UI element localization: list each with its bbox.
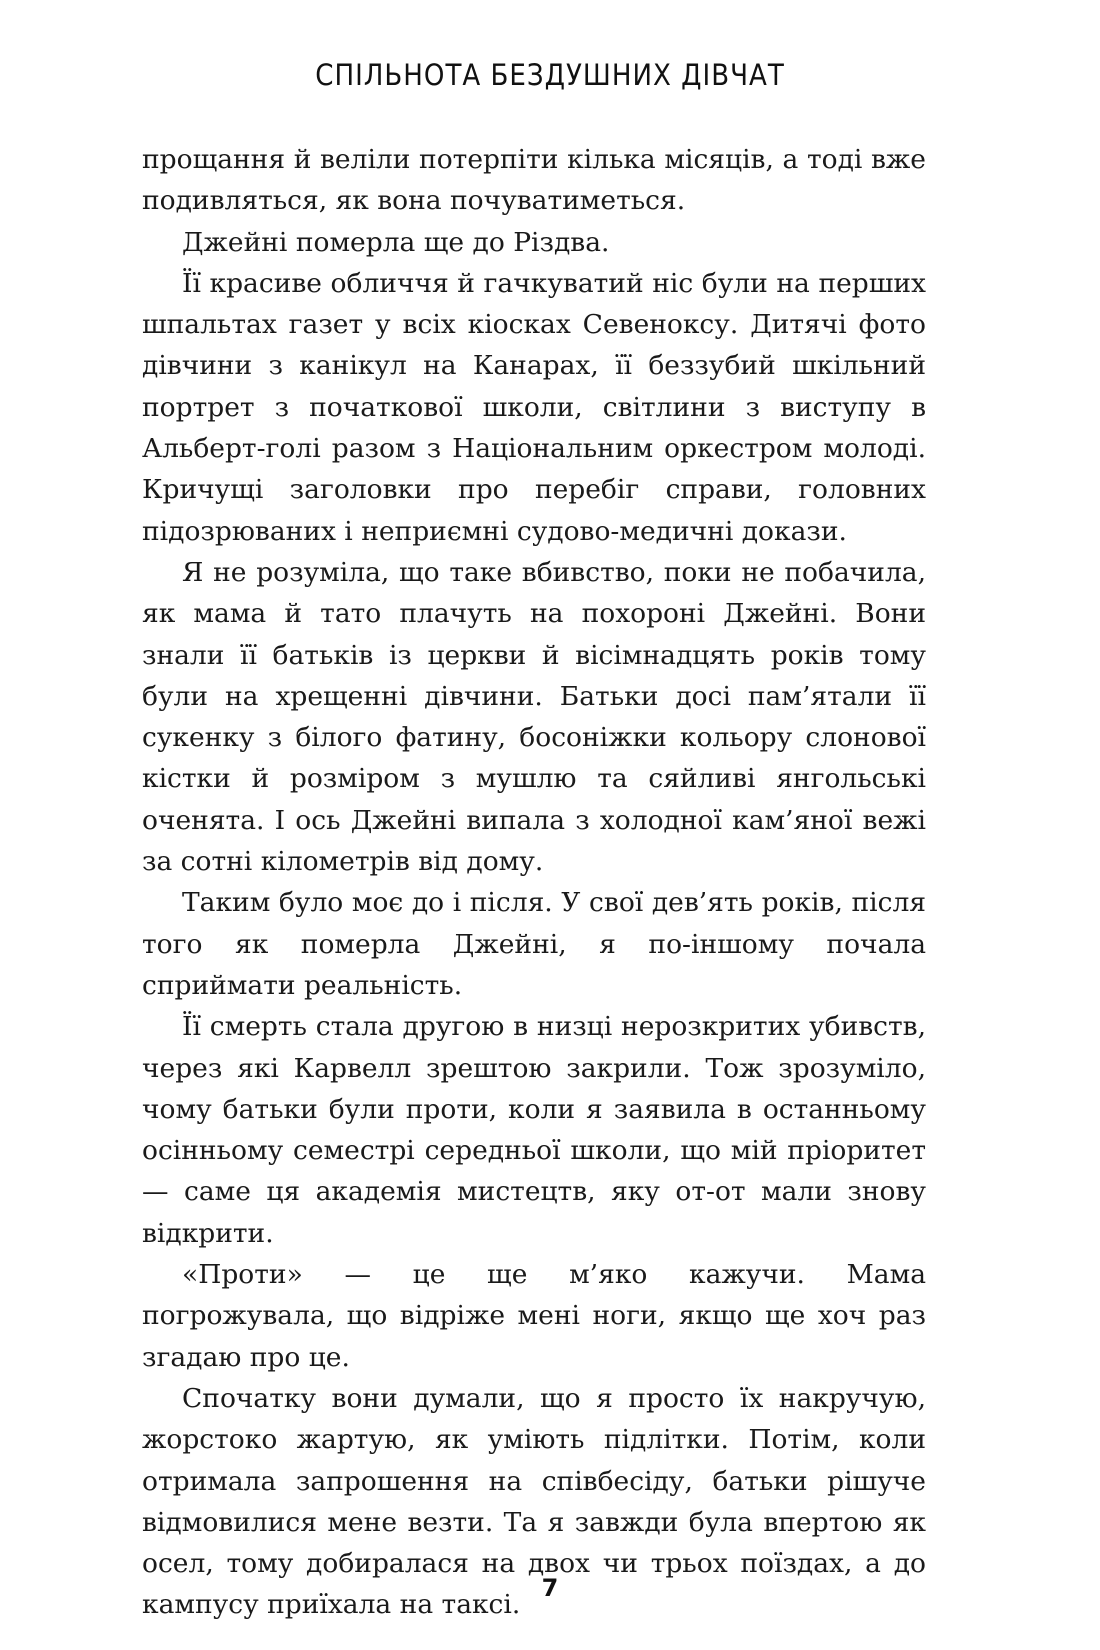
paragraph: Її смерть стала другою в низці нерозкритих убивств, через які Карвелл зрештою закрили. Тож зрозуміло, чому батьки були проти, коли я заявила в останньому осінньому семестрі середньої школи, що мій пріоритет — саме ця академія мистецтв, яку от-от мали знову відкрити.	[142, 1011, 926, 1249]
running-header: СПІЛЬНОТА БЕЗДУШНИХ ДІВЧАТ	[315, 58, 785, 92]
paragraph: Джейні померла ще до Різдва.	[182, 226, 610, 258]
paragraph: Її красиве обличчя й гачкуватий ніс були на перших шпальтах газет у всіх кіосках Севеноксу. Дитячі фото дівчини з канікул на Канарах, її беззубий шкільний портрет з початкової школи, світлини з виступу в Альберт-голі разом з Національним оркестром молоді. Кричущі заголовки про перебіг справи, головних підозрюваних і неприємні судово-медичні докази.	[142, 267, 926, 547]
paragraph: прощання й веліли потерпіти кілька місяців, а тоді вже подивляться, як вона почуватиметься.	[142, 144, 926, 217]
paragraph: «Проти» — це ще м’яко кажучи. Мама погрожувала, що відріже мені ноги, якщо ще хоч раз згадаю про це.	[142, 1259, 926, 1373]
body-text	[142, 139, 926, 1626]
paragraph: Спочатку вони думали, що я просто їх накручую, жорстоко жартую, як уміють підлітки. Потім, коли отримала запрошення на співбесіду, батьки рішуче відмовилися мене везти. Та я завжди була впертою як осел, тому добиралася на двох чи трьох поїздах, а до кампусу приїхала на таксі.	[142, 1382, 926, 1621]
paragraph: Таким було моє до і після. У свої дев’ять років, після того як померла Джейні, я по-іншому почала сприймати реальність.	[142, 887, 926, 1001]
page-number: 7	[541, 1574, 559, 1602]
paragraph: Я не розуміла, що таке вбивство, поки не побачила, як мама й тато плачуть на похороні Джейні. Вони знали її батьків із церкви й вісімнадцять років тому були на хрещенні дівчини. Батьки досі пам’ятали її сукенку з білого фатину, босоніжки кольору слонової кістки й розміром з мушлю та сяйливі янгольські оченята. І ось Джейні випала з холодної кам’яної вежі за сотні кілометрів від дому.	[142, 556, 926, 878]
